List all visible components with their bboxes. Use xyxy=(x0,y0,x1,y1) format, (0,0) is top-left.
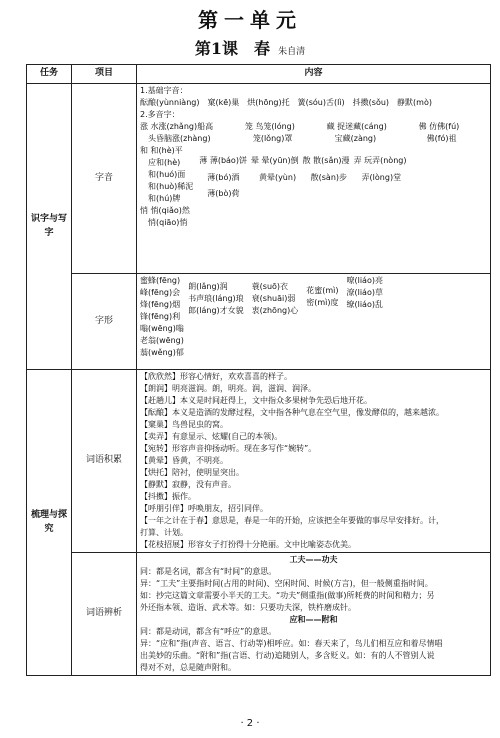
list-item: 缭(liáo)乱 xyxy=(346,300,383,309)
list-item: 密(mì)度 xyxy=(306,298,339,307)
list-item: 薄 薄(báo)饼 xyxy=(199,156,247,165)
glyph-group-feng xyxy=(140,275,180,323)
list-item: 花蜜(mì) xyxy=(306,286,339,295)
list-item: 书声琅(láng)琅 xyxy=(188,294,244,303)
pair-line: 出美妙的乐曲。“附和”指(言语、行动)追随别人，多含贬义。如：有的人不管别人说 xyxy=(140,651,435,660)
vocab-entry: 打算、计划。 xyxy=(140,528,188,537)
glyph-group-suo xyxy=(252,275,299,323)
list-item: 悄 悄(qiǎo)然 xyxy=(140,206,190,215)
list-item: 衷(zhōng)心 xyxy=(251,306,299,315)
vocab-entry: 【花枝招展】形容女子打扮得十分艳丽。文中比喻姿态优美。 xyxy=(140,540,356,549)
list-item: 笼 鸟笼(lóng) xyxy=(244,122,295,131)
unit-title: 第一单元 xyxy=(198,8,302,32)
list-item: 和 和(hè)平 xyxy=(140,146,183,155)
list-item: 蜜蜂(fēng) xyxy=(140,276,181,285)
list-item: 弄 玩弄(nòng) xyxy=(353,156,407,165)
list-item: 宝藏(zàng) xyxy=(326,134,377,143)
list-item: 佛(fó)祖 xyxy=(418,134,457,143)
list-item: 潦(liáo)草 xyxy=(346,288,383,297)
pair-line: 异：“应和”指(声音、语言、行动等)相呼应。如：春天来了，鸟儿们相互应和着尽情唱 xyxy=(140,639,443,648)
col-item: 项目 xyxy=(72,65,137,84)
list-item: 衰(shuāi)弱 xyxy=(251,294,296,303)
vocab-entry: 【朗润】明亮滋润。朗，明亮。润，滋润、润泽。 xyxy=(140,384,316,393)
polyphone-heading: 2.多音字： xyxy=(140,110,180,119)
list-item: 黄晕(yùn) xyxy=(250,172,297,182)
list-item: 佛 仿佛(fú) xyxy=(418,122,460,131)
page-number: · 2 · xyxy=(240,718,260,729)
table-header-row xyxy=(27,65,491,84)
list-item: 和(huò)稀泥 xyxy=(140,182,194,191)
col-content: 内容 xyxy=(137,65,491,84)
polyphone-group-3 xyxy=(199,145,406,205)
list-item: 嘹(liáo)亮 xyxy=(346,276,383,285)
item-vocabulary: 词语积累 xyxy=(72,370,137,553)
glyph-content xyxy=(137,274,491,370)
basic-pronunciation-words: 酝酿(yùnniàng) 窠(kē)巢 烘(hōng)托 簧(sóu)舌(lì) 抖擞(sǒu) 静默(mò) xyxy=(140,98,432,107)
list-item: 晕 晕(yūn)倒 xyxy=(250,156,299,165)
col-task: 任务 xyxy=(27,65,72,84)
list-item: 悄(qiāo)悄 xyxy=(140,218,188,227)
list-item: 老翁(wēng) xyxy=(140,336,184,345)
polyphone-group-qiao xyxy=(140,205,487,229)
table-row xyxy=(27,274,491,370)
list-item: 薄(bò)荷 xyxy=(199,189,240,199)
lesson-title xyxy=(0,36,500,59)
vocab-entry: 【呼朋引伴】呼唤朋友，招引同伴。 xyxy=(140,504,268,513)
glyph-group-weng xyxy=(140,323,487,359)
list-item: 头昏脑涨(zhàng) xyxy=(140,134,211,143)
pair-line: 同：都是名词，都含有“时间”的意思。 xyxy=(140,567,277,576)
glyph-group-lang xyxy=(188,275,244,323)
list-item: 嗡(wēng)嗡 xyxy=(140,324,184,333)
task-literacy: 识字与写字 xyxy=(27,84,72,370)
vocab-entry: 【静默】寂静，没有声音。 xyxy=(140,480,236,489)
pair-line: 得对不对，总是随声附和。 xyxy=(140,663,236,672)
lesson-name: 第1课 春 xyxy=(194,39,271,58)
list-item: 和(huó)面 xyxy=(140,170,186,179)
list-item: 应和(hè) xyxy=(140,158,181,167)
table-row xyxy=(27,370,491,553)
list-item: 弄(lòng)堂 xyxy=(353,172,402,182)
list-item: 郎(láng)才女貌 xyxy=(188,306,244,315)
pronunciation-content xyxy=(137,84,491,274)
vocab-entry: 【欣欣然】形容心情好，欢欢喜喜的样子。 xyxy=(140,372,292,381)
item-discrimination: 词语辨析 xyxy=(72,553,137,676)
basic-pronunciation-heading: 1.基础字音： xyxy=(140,86,188,95)
pair-line: 异：“工夫”主要指时间(占用的时间)、空闲时间、时候(方言)，但一般侧重指时间。 xyxy=(140,579,433,588)
glyph-group-liao xyxy=(346,275,382,323)
item-pronunciation: 字音 xyxy=(72,84,137,274)
table-row xyxy=(27,553,491,676)
list-item: 涨 水涨(zhǎng)船高 xyxy=(140,122,214,131)
pair-line: 如：抄完这篇文章需要小半天的工夫。“功夫”侧重指(做事)所耗费的时间和精力；另 xyxy=(140,591,435,600)
pair-title-gongfu: 工夫——功夫 xyxy=(289,555,338,564)
list-item: 藏 捉迷藏(cáng) xyxy=(326,122,387,131)
list-item: 峰(fēng)会 xyxy=(140,288,181,297)
vocab-entry: 【烘托】陪衬，使明显突出。 xyxy=(140,468,244,477)
list-item: 朗(lǎng)润 xyxy=(188,282,228,291)
vocabulary-content xyxy=(137,370,491,553)
lesson-author: 朱自清 xyxy=(278,47,306,57)
discrimination-content xyxy=(137,553,491,676)
list-item: 锋(fēng)利 xyxy=(140,312,181,321)
task-explore: 梳理与探究 xyxy=(27,370,72,676)
vocab-entry: 【抖擞】振作。 xyxy=(140,492,196,501)
vocab-entry: 【黄晕】昏黄，不明亮。 xyxy=(140,456,228,465)
vocab-entry: 【赶趟儿】本义是时间赶得上，文中指众多果树争先恐后地开花。 xyxy=(140,396,372,405)
vocab-entry: 【酝酿】本义是造酒的发酵过程，文中指各种气息在空气里，像发酵似的，越来越浓。 xyxy=(140,408,444,417)
polyphone-group-1 xyxy=(140,121,487,145)
vocab-entry: 【宛转】形容声音抑扬动听。现在多写作“婉转”。 xyxy=(140,444,317,453)
list-item: 蓑(suō)衣 xyxy=(251,282,289,291)
list-item: 散 散(sǎn)漫 xyxy=(302,156,350,165)
vocab-entry: 【卖弄】有意显示、炫耀(自己的本领)。 xyxy=(140,432,283,441)
list-item: 笼(lǒng)罩 xyxy=(244,134,293,143)
pair-line: 同：都是动词，都含有“呼应”的意思。 xyxy=(140,627,277,636)
table-row xyxy=(27,84,491,274)
pair-line: 外还指本领、造诣、武术等。如：只要功夫深，铁杵磨成针。 xyxy=(140,603,356,612)
list-item: 散(sàn)步 xyxy=(302,172,348,182)
vocab-entry: 【一年之计在于春】意思是，春是一年的开始，应该把全年要做的事尽早安排好。计， xyxy=(140,516,444,525)
list-item: 烽(fēng)烟 xyxy=(140,300,181,309)
item-glyph: 字形 xyxy=(72,274,137,370)
pair-title-yinghe: 应和——附和 xyxy=(289,615,338,624)
lesson-table xyxy=(26,64,491,676)
list-item: 薄(bó)酒 xyxy=(199,172,240,182)
list-item: 和(hú)牌 xyxy=(140,194,181,203)
vocab-entry: 【窠巢】鸟兽昆虫的窝。 xyxy=(140,420,228,429)
list-item: 蓊(wěng)郁 xyxy=(140,348,184,357)
polyphone-group-he xyxy=(140,145,193,205)
glyph-group-mi xyxy=(306,275,338,323)
